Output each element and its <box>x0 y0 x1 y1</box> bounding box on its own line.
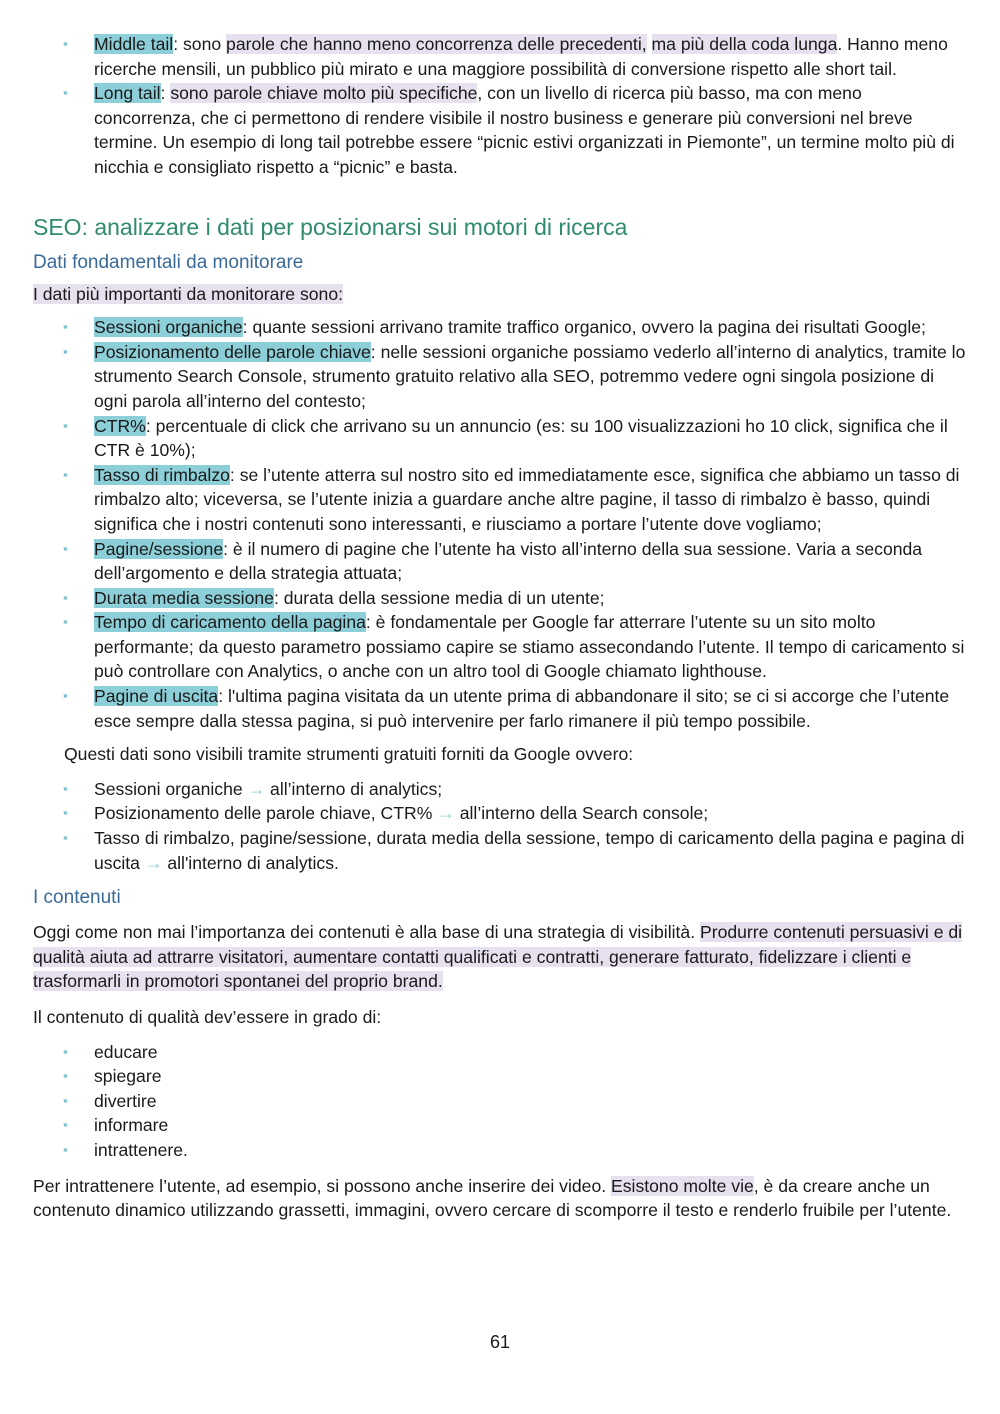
list-item: ▪ spiegare <box>94 1064 968 1089</box>
tools-list <box>33 777 968 875</box>
text-highlight: Produrre contenuti persuasivi e di qualità aiuta ad attrarre visitatori, aumentare contatti qualificati e contratti, generare fatturato, fidelizzare i clienti e trasformarli in promotori spontanei del proprio brand. <box>33 922 963 992</box>
list-item <box>94 801 968 826</box>
list-item <box>94 81 968 179</box>
list-item: ▪ divertire <box>94 1089 968 1114</box>
list-item <box>94 777 968 802</box>
text-highlight: Esistono molte vie <box>611 1175 754 1196</box>
page-number: 61 <box>489 1332 511 1352</box>
text-highlight: parole che hanno meno concorrenza delle precedenti, <box>226 34 647 54</box>
list-item <box>94 610 968 684</box>
text: : l'ultima pagina visitata da un utente prima di abbandonare il sito; se ci si accorge che l’utente esce sempre dalla stessa pagina, si può intervenire per farlo rimanere il più tempo possibile. <box>94 686 950 731</box>
text: : sono <box>173 34 227 54</box>
text: : <box>160 83 171 104</box>
list-item <box>94 32 968 81</box>
paragraph: Il contenuto di qualità dev’essere in grado di: <box>33 1007 382 1027</box>
text: all’interno di analytics; <box>265 778 443 799</box>
text: : durata della sessione media di un utente; <box>273 587 605 608</box>
arrow-right-icon: → <box>437 803 455 824</box>
term-highlight: Posizionamento delle parole chiave <box>94 341 371 362</box>
text: Tasso di rimbalzo, pagine/sessione, durata media della sessione, tempo di caricamento della pagina e pagina di uscita <box>94 828 965 873</box>
text: , è da creare anche un contenuto dinamico utilizzando grassetti, immagini, ovvero cercare di scomporre il testo e renderlo fruibile per l’utente. <box>33 1175 952 1221</box>
list-item <box>94 586 968 611</box>
text: Oggi come non mai l’importanza dei contenuti è alla base di una strategia di visibilità. <box>33 922 700 943</box>
term-highlight: Middle tail <box>94 34 174 54</box>
paragraph: Questi dati sono visibili tramite strumenti gratuiti forniti da Google ovvero: <box>64 744 634 765</box>
list-item: ▪ educare <box>94 1040 968 1065</box>
text: : percentuale di click che arrivano su un annuncio (es: su 100 visualizzazioni ho 10 click, significa che il CTR è 10%); <box>94 415 948 461</box>
text: Posizionamento delle parole chiave, CTR% <box>94 803 438 824</box>
term-highlight: Tasso di rimbalzo <box>94 464 230 485</box>
term-highlight: Sessioni organiche <box>94 317 243 338</box>
list-item <box>94 463 968 537</box>
text: : è fondamentale per Google far atterrare l’utente su un sito molto performante; da questo parametro possiamo capire se stiamo assecondando l’utente. Il tempo di caricamento si può controllare con Analytics, o anche con un altro tool di Google chiamato lighthouse. <box>94 612 965 682</box>
text: . Hanno meno ricerche mensili, un pubblico più mirato e una maggiore possibilità di conversione rispetto alle short tail. <box>94 34 948 79</box>
text: : nelle sessioni organiche possiamo vederlo all’interno di analytics, tramite lo strumento Search Console, strumento gratuito relativo alla SEO, potremmo vedere ogni singola posizione di ogni parola all’interno del contesto; <box>94 341 966 411</box>
paragraph <box>33 1174 968 1223</box>
tail-list <box>33 32 968 180</box>
metrics-list <box>33 315 968 733</box>
subsection-title: I contenuti <box>33 887 121 909</box>
paragraph <box>33 920 968 994</box>
list-item <box>94 537 968 586</box>
list-item <box>94 826 968 875</box>
list-item <box>94 315 968 340</box>
text: all'interno di analytics. <box>162 852 339 873</box>
arrow-right-icon: → <box>247 778 266 799</box>
list-item: ▪ informare <box>94 1113 968 1138</box>
text: all’interno della Search console; <box>454 803 709 824</box>
subsection-title: Dati fondamentali da monitorare <box>33 251 304 273</box>
term-highlight: Durata media sessione <box>94 587 274 608</box>
list-item <box>94 340 968 414</box>
text: : quante sessioni arrivano tramite traffico organico, ovvero la pagina dei risultati Google; <box>242 317 926 338</box>
paragraph <box>33 282 968 307</box>
list-item <box>94 684 968 733</box>
term-highlight: Pagine di uscita <box>94 686 219 707</box>
section-title: SEO: analizzare i dati per posizionarsi sui motori di ricerca <box>33 213 628 240</box>
text: Per intrattenere l’utente, ad esempio, si possono anche inserire dei video. <box>33 1175 611 1196</box>
document-page <box>33 32 968 1223</box>
list-item: ▪ intrattenere. <box>94 1138 968 1163</box>
arrow-right-icon: → <box>144 852 163 873</box>
text: : è il numero di pagine che l’utente ha visto all’interno della sua sessione. Varia a seconda dell’argomento e della strategia attuata; <box>94 538 923 584</box>
text-highlight: I dati più importanti da monitorare sono: <box>33 283 344 304</box>
quality-list <box>33 1040 968 1163</box>
text: : se l’utente atterra sul nostro sito ed immediatamente esce, significa che abbiamo un tasso di rimbalzo alto; viceversa, se l’utente inizia a guardare anche altre pagine, il tasso di rimbalzo è basso, quindi significa che i nostri contenuti sono interessanti, e riusciamo a portare l’utente dove vogliamo; <box>94 464 960 534</box>
text-highlight: ma più della coda lunga <box>651 34 838 54</box>
text <box>647 34 652 54</box>
term-highlight: Long tail <box>94 83 161 104</box>
term-highlight: CTR% <box>94 415 146 436</box>
text: , con un livello di ricerca più basso, ma con meno concorrenza, che ci permettono di rendere visibile il nostro business e generare più conversioni nel breve termine. Un esempio di long tail potrebbe essere “picnic estivi organizzati in Piemonte”, un termine molto più di nicchia e consigliato rispetto a “picnic” e basta. <box>94 83 955 177</box>
list-item <box>94 414 968 463</box>
term-highlight: Tempo di caricamento della pagina <box>94 612 366 633</box>
text-highlight: sono parole chiave molto più specifiche <box>170 83 478 104</box>
text: Sessioni organiche <box>94 778 248 799</box>
term-highlight: Pagine/sessione <box>94 538 224 559</box>
